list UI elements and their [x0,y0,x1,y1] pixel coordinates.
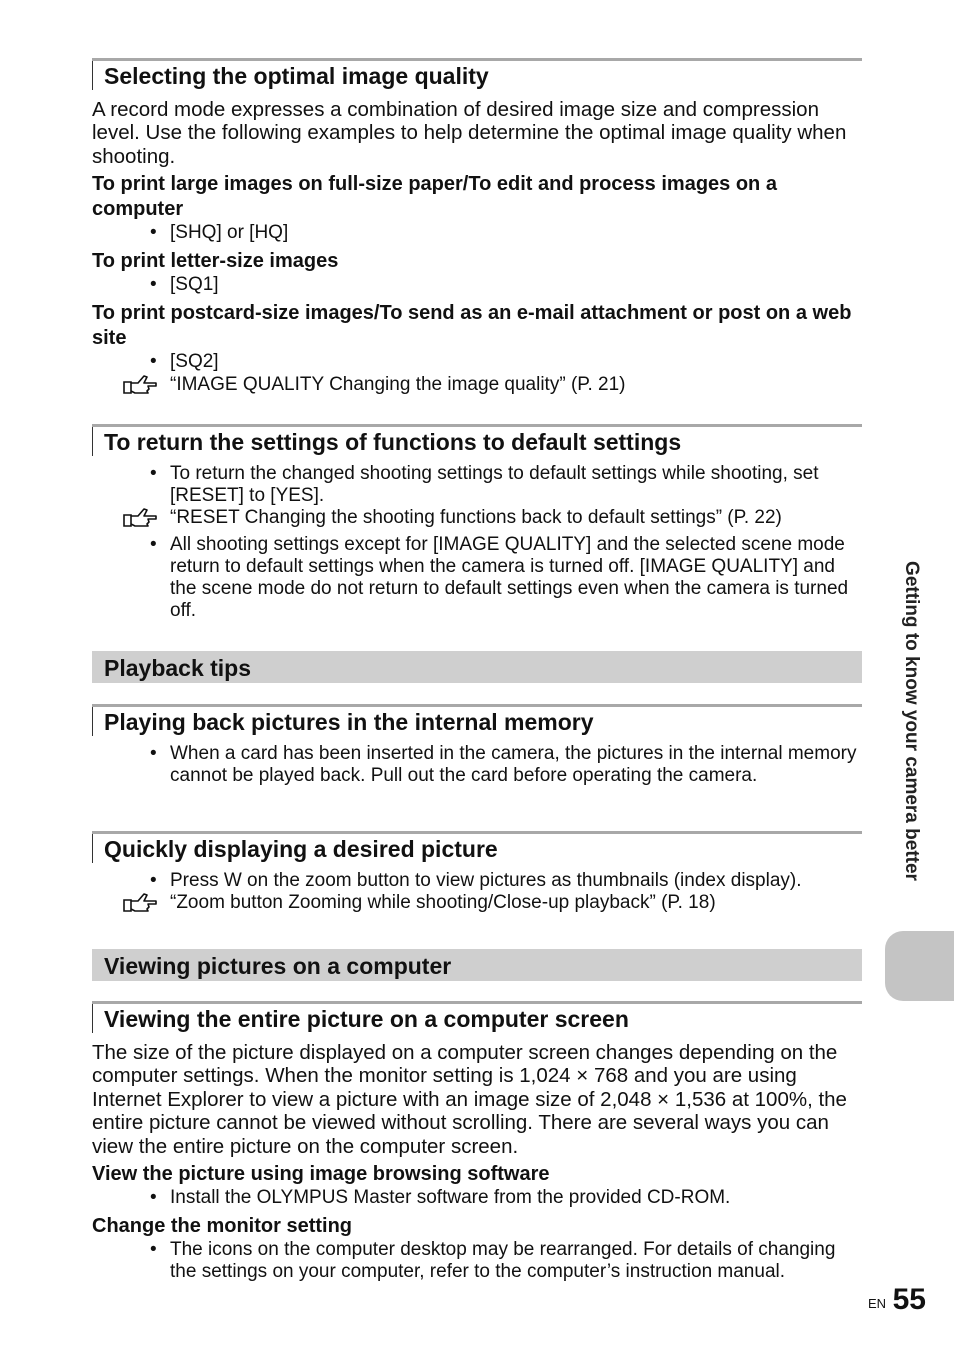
language-label: EN [868,1296,887,1311]
subheading-postcard-print: To print postcard-size images/To send as an e-mail attachment or post on a web site [92,302,852,349]
subheading-monitor-setting: Change the monitor setting [92,1215,352,1237]
bullet-text: [SQ2] [170,351,219,372]
reference-text: “IMAGE QUALITY Changing the image quality” (P. 21) [170,374,626,395]
reference-text: “Zoom button Zooming while shooting/Close-up playback” (P. 18) [170,892,716,913]
bullet-text: All shooting settings except for [IMAGE QUALITY] and the selected scene mode return to default settings when the camera is turned off. [IMAGE QUALITY] and the scene mode do not return to default settings even when the camera is turned off. [170,534,849,621]
section-heading-image-quality [92,58,862,90]
band-text: Viewing pictures on a computer [104,953,452,979]
band-text: Playback tips [104,655,252,681]
bullet: • [150,743,157,764]
pointing-hand-icon [122,507,158,529]
bullet-text: Install the OLYMPUS Master software from the provided CD-ROM. [170,1187,731,1208]
section-heading-default-settings [92,424,862,456]
subheading-browsing-software: View the picture using image browsing software [92,1163,550,1185]
heading-text: Quickly displaying a desired picture [104,836,498,862]
section-heading-entire-picture [92,1001,862,1033]
bullet: • [150,534,157,555]
bullet-text: [SHQ] or [HQ] [170,222,289,243]
heading-text: Playing back pictures in the internal memory [104,709,594,735]
section-heading-quick-display [92,831,862,863]
bullet-text: [SQ1] [170,274,219,295]
heading-text: To return the settings of functions to default settings [104,429,682,455]
bullet-text: To return the changed shooting settings to default settings while shooting, set [RESET] to [YES]. [170,463,819,506]
bullet-text: When a card has been inserted in the camera, the pictures in the internal memory cannot be played back. Pull out the card before operating the camera. [170,743,857,786]
intro-paragraph: A record mode expresses a combination of desired image size and compression level. Use the following examples to help determine the optimal image quality when shooting. [92,98,847,168]
page-number: 55 [892,1283,926,1316]
chapter-tab [885,931,954,1001]
pointing-hand-icon [122,374,158,396]
subheading-letter-print: To print letter-size images [92,250,339,272]
bullet-text: The icons on the computer desktop may be rearranged. For details of changing the settings on your computer, refer to the computer’s instruction manual. [170,1239,836,1282]
bullet: • [150,1239,157,1260]
sidebar-chapter-title [896,525,926,917]
bullet: • [150,463,157,484]
heading-text: Selecting the optimal image quality [104,63,489,89]
intro-paragraph: The size of the picture displayed on a computer screen changes depending on the computer settings. When the monitor setting is 1,024 × 768 and you are using Internet Explorer to view a picture with an image size of 2,048 × 1,536 at 100%, the entire picture cannot be viewed without scrolling. There are several ways you can view the entire picture on the computer screen. [92,1041,847,1158]
pointing-hand-icon [122,892,158,914]
bullet-text: Press W on the zoom button to view pictures as thumbnails (index display). [170,870,802,891]
bullet: • [150,351,157,372]
heading-text: Viewing the entire picture on a computer screen [104,1006,629,1032]
reference-text: “RESET Changing the shooting functions back to default settings” (P. 22) [170,507,782,528]
bullet: • [150,274,157,295]
subheading-large-print: To print large images on full-size paper/To edit and process images on a computer [92,173,777,220]
section-heading-internal-memory [92,704,862,736]
sidebar-text: Getting to know your camera better [901,561,922,881]
bullet: • [150,870,157,891]
band-heading-playback-tips [92,651,862,683]
bullet: • [150,222,157,243]
bullet: • [150,1187,157,1208]
band-heading-computer-viewing [92,949,862,981]
